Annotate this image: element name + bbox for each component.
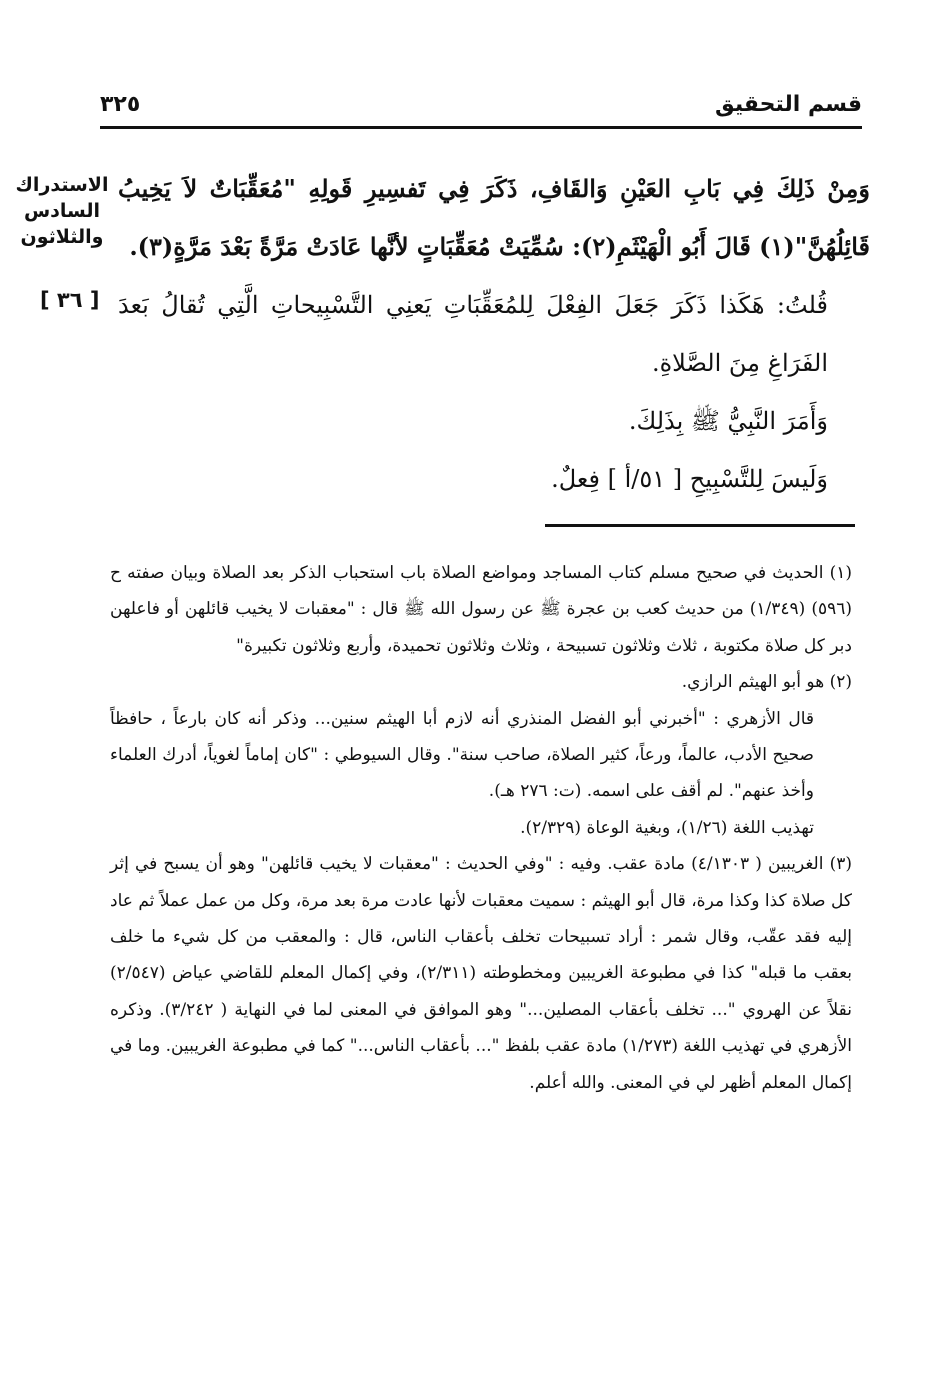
margin-note-line: الاستدراك <box>15 174 109 196</box>
margin-note-line: والثلاثون <box>20 226 104 248</box>
header-rule <box>100 126 862 129</box>
footnote: تهذيب اللغة (١/٢٦)، وبغية الوعاة (٢/٣٢٩). <box>520 817 814 838</box>
main-paragraph: قُلتُ: هَكَذا ذَكَرَ جَعَلَ الفِعْلَ لِلمُعَقِّبَاتِ يَعنِي التَّسْبِيحاتِ الَّتِي تُقالُ بَعدَ الفَرَاغِ مِنَ الصَّلاةِ. <box>118 291 828 377</box>
main-paragraph: وَأَمَرَ النَّبِيُّ ﷺ بِذَلِكَ. <box>628 407 828 435</box>
main-text <box>118 160 870 508</box>
margin-section-number: [ ٣٦ ] <box>40 288 100 312</box>
section-title: قسم التحقيق <box>715 92 862 117</box>
margin-note <box>12 172 112 250</box>
footnote: (٣) الغريبين ( ٤/١٣٠٣) مادة عقب. وفيه : "وفي الحديث : "معقبات لا يخيب قائلهن" وهو أن يسبح في إثر كل صلاة كذا وكذا مرة، قال أبو الهيثم : سميت معقبات لأنها عادت مرة بعد مرة، وكل من عمل عملاً ثم عاد إليه فقد عقّب، وقال شمر : أراد تسبيحات تخلف بأعقاب الناس، قال : والمعقب من كل شيء ما خلف بعقب ما قبله" كذا في مطبوعة الغريبين ومخطوطته (٢/٣١١)، وفي إكمال المعلم للقاضي عياض (٢/٥٤٧) نقلاً عن الهروي "... تخلف بأعقاب المصلين..." وهو الموافق في المعنى لما في النهاية ( ٣/٢٤٢). وذكره الأزهري في تهذيب اللغة (١/٢٧٣) مادة عقب بلفظ "... بأعقاب الناس..." كما في مطبوعة الغريبين. وما في إكمال المعلم أظهر لي في المعنى. والله أعلم. <box>110 854 853 1093</box>
page-header <box>100 92 862 126</box>
page-number: ٣٢٥ <box>100 92 141 117</box>
main-paragraph: وَمِنْ ذَلِكَ فِي بَابِ العَيْنِ وَالقَافِ، ذَكَرَ فِي تَفسِيرِ قَولِهِ "مُعَقِّبَاتٌ لاَ يَخِيبُ قَائِلُهُنَّ"(١) قَالَ أَبُو الْهَيْثَمِ(٢): سُمِّيَتْ مُعَقِّبَاتٍ لأنَّها عَادَتْ مَرَّةً بَعْدَ مَرَّةٍ(٣). <box>118 174 870 261</box>
footnote-separator <box>545 524 855 527</box>
margin-note-line: السادس <box>23 200 101 222</box>
footnote: قال الأزهري : "أخبرني أبو الفضل المنذري أنه لازم أبا الهيثم سنين... وذكر أنه كان بارعاً ، حافظاً صحيح الأدب، عالماً، ورعاً، كثير الصلاة، صاحب سنة". وقال السيوطي : "كان إماماً لغوياً، أدرك العلماء وأخذ عنهم". لم أقف على اسمه. (ت: ٢٧٦ هـ). <box>110 708 814 802</box>
main-paragraph: وَلَيسَ لِلتَّسْبِيحِ [ ٥١/أ ] فِعلٌ. <box>551 465 828 493</box>
footnote: (٢) هو أبو الهيثم الرازي. <box>681 672 852 693</box>
footnote: (١) الحديث في صحيح مسلم كتاب المساجد ومواضع الصلاة باب استحباب الذكر بعد الصلاة وبيان صفته ح (٥٩٦) (١/٣٤٩) من حديث كعب بن عجرة ﷺ عن رسول الله ﷺ قال : "معقبات لا يخيب قائلهن أو فاعلهن دبر كل صلاة مكتوبة ، ثلاث وثلاثون تسبيحة ، وثلاث وثلاثون تحميدة، وأربع وثلاثون تكبيرة" <box>110 563 852 656</box>
footnotes <box>110 555 852 1101</box>
